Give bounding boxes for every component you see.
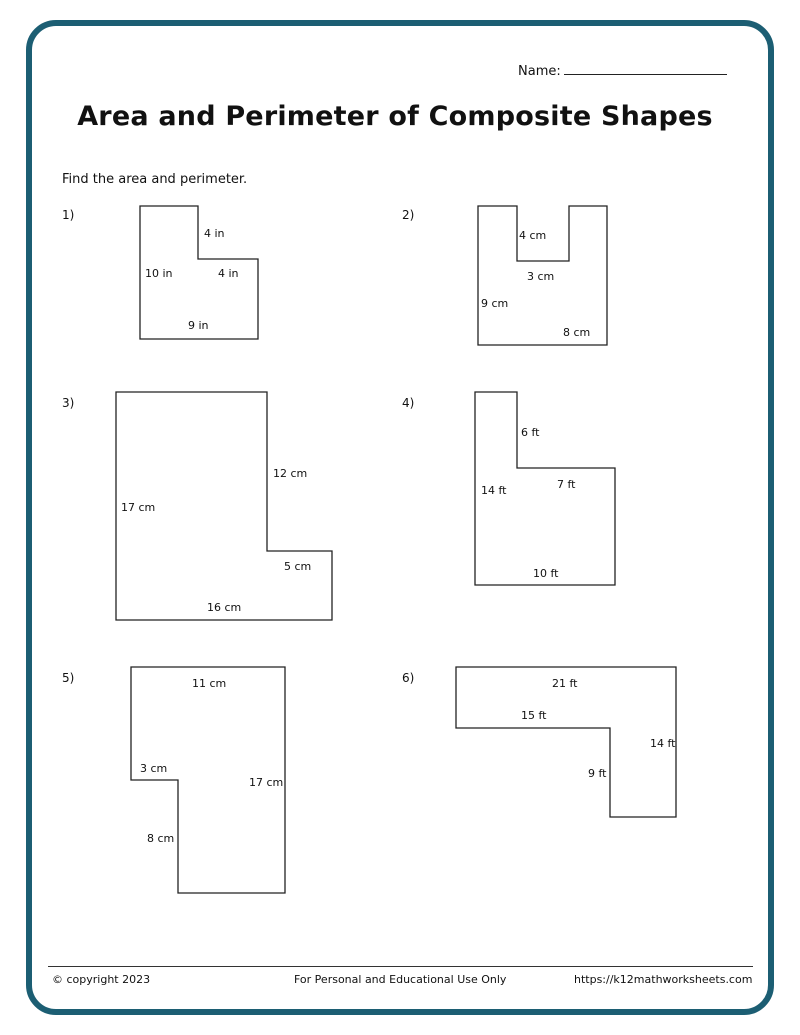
- footer-website-link[interactable]: https://k12mathworksheets.com: [574, 973, 753, 986]
- problem-5-label-c: 17 cm: [249, 776, 284, 789]
- problem-6-label-b: 15 ft: [521, 709, 547, 722]
- problem-3-label-c: 5 cm: [284, 560, 312, 573]
- footer-copyright: © copyright 2023: [52, 973, 151, 986]
- problem-5-label-a: 11 cm: [192, 677, 227, 690]
- problem-4-number: 4): [402, 396, 415, 410]
- worksheet-title: Area and Perimeter of Composite Shapes: [77, 101, 713, 132]
- problem-3-label-a: 12 cm: [273, 467, 308, 480]
- problem-5-label-b: 3 cm: [140, 762, 168, 775]
- problem-2-label-d: 8 cm: [563, 326, 591, 339]
- problem-3-label-d: 16 cm: [207, 601, 242, 614]
- problem-4-shape: [475, 392, 615, 585]
- problem-2-number: 2): [402, 208, 415, 222]
- problem-4-label-d: 10 ft: [533, 567, 559, 580]
- problem-2-shape: [478, 206, 607, 345]
- footer-divider: [48, 966, 753, 967]
- problem-3-number: 3): [62, 396, 75, 410]
- footer-usage: For Personal and Educational Use Only: [294, 973, 507, 986]
- problem-6-number: 6): [402, 671, 415, 685]
- problem-5-shape: [131, 667, 285, 893]
- name-label: Name:: [518, 64, 561, 79]
- problem-3-label-b: 17 cm: [121, 501, 156, 514]
- instructions: Find the area and perimeter.: [62, 172, 248, 187]
- problem-2-label-a: 4 cm: [519, 229, 547, 242]
- problem-1-label-d: 9 in: [188, 319, 209, 332]
- problem-1-label-a: 4 in: [204, 227, 225, 240]
- problem-2-label-c: 9 cm: [481, 297, 509, 310]
- problem-4-label-c: 14 ft: [481, 484, 507, 497]
- problem-1-shape: [140, 206, 258, 339]
- problem-1-number: 1): [62, 208, 75, 222]
- problem-6-label-a: 21 ft: [552, 677, 578, 690]
- problem-4-label-b: 7 ft: [557, 478, 576, 491]
- problem-3-shape: [116, 392, 332, 620]
- problem-6-label-c: 14 ft: [650, 737, 676, 750]
- problem-6-shape: [456, 667, 676, 817]
- problem-1-label-b: 10 in: [145, 267, 173, 280]
- problem-2-label-b: 3 cm: [527, 270, 555, 283]
- problem-6-label-d: 9 ft: [588, 767, 607, 780]
- problem-1-label-c: 4 in: [218, 267, 239, 280]
- problem-5-label-d: 8 cm: [147, 832, 175, 845]
- problem-4-label-a: 6 ft: [521, 426, 540, 439]
- problem-5-number: 5): [62, 671, 75, 685]
